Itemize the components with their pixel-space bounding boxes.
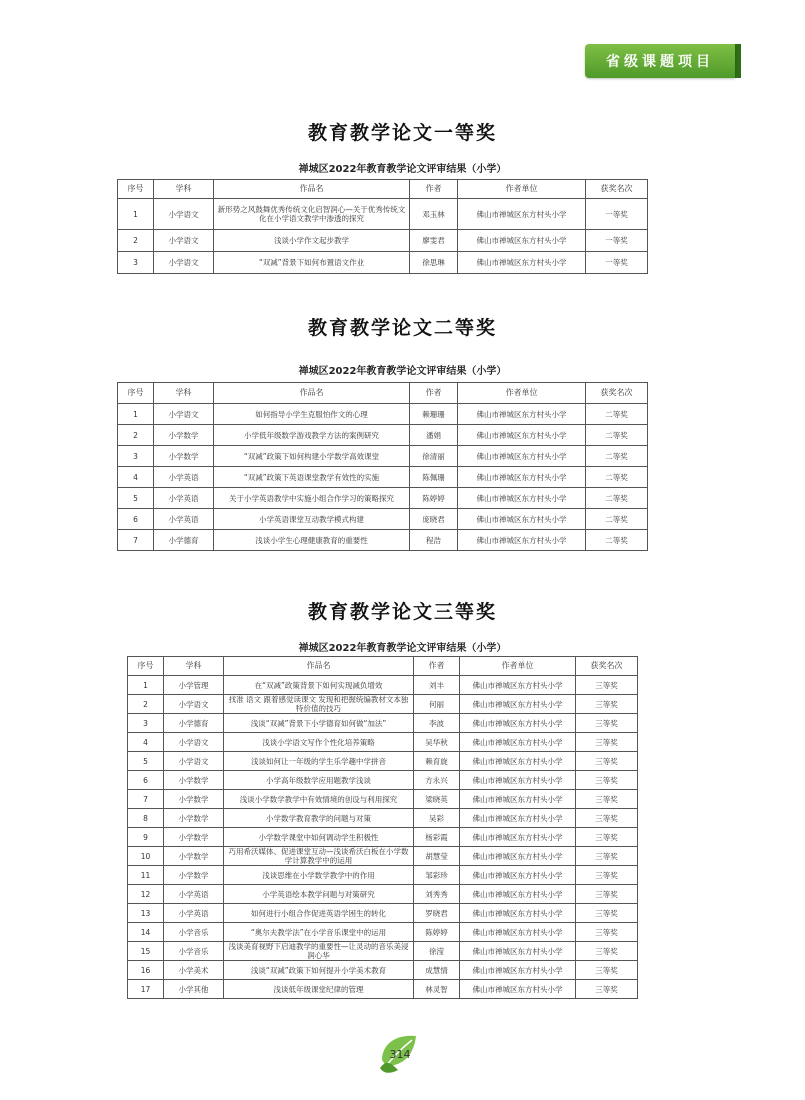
- table-cell: 邓玉林: [410, 199, 458, 230]
- table-cell: 吴华秋: [414, 733, 460, 752]
- table-cell: 浅谈小学语文写作个性化培养策略: [224, 733, 414, 752]
- table-cell: 1: [118, 404, 154, 425]
- table-cell: 小学数学: [154, 446, 214, 467]
- table-row: [118, 230, 648, 252]
- table-cell: 浅谈低年级课堂纪律的管理: [224, 980, 414, 999]
- table-cell: “双减”背景下如何布置语文作业: [214, 252, 410, 274]
- table-row: [128, 866, 638, 885]
- table-cell: 8: [128, 809, 164, 828]
- table-cell: 徐思琳: [410, 252, 458, 274]
- table-row: [128, 980, 638, 999]
- table-cell: 佛山市禅城区东方村头小学: [460, 961, 576, 980]
- table-cell: 17: [128, 980, 164, 999]
- table-cell: 15: [128, 942, 164, 961]
- table-cell: 小学英语: [164, 904, 224, 923]
- table-caption: 禅城区2022年教育教学论文评审结果（小学）: [298, 164, 507, 175]
- table-cell: 二等奖: [586, 425, 648, 446]
- table-cell: 小学数学: [164, 771, 224, 790]
- table-cell: 小学音乐: [164, 923, 224, 942]
- table-row: [128, 695, 638, 714]
- table-cell: 小学数学教育教学的问题与对策: [224, 809, 414, 828]
- table-cell: 刘秀秀: [414, 885, 460, 904]
- table-cell: 小学管理: [164, 676, 224, 695]
- table-header-row: [128, 657, 638, 676]
- table-row: [128, 809, 638, 828]
- table-cell: 小学数学: [164, 809, 224, 828]
- table-row: [128, 923, 638, 942]
- table-cell: 潘娟: [410, 425, 458, 446]
- table-cell: 2: [128, 695, 164, 714]
- table-row: [128, 714, 638, 733]
- project-category-badge: [585, 44, 735, 78]
- table-cell: 罗晓君: [414, 904, 460, 923]
- section-second-prize: [0, 313, 805, 340]
- section-title: 教育教学论文三等奖: [307, 601, 497, 623]
- section-title: 教育教学论文二等奖: [307, 317, 497, 339]
- table-cell: 三等奖: [576, 752, 638, 771]
- table-row: [118, 404, 648, 425]
- table-cell: 浅谈小学作文起步教学: [214, 230, 410, 252]
- table-cell: 小学英语: [154, 467, 214, 488]
- table-cell: 7: [128, 790, 164, 809]
- table-row: [118, 467, 648, 488]
- table-cell: 6: [118, 509, 154, 530]
- table-cell: 二等奖: [586, 488, 648, 509]
- table-cell: 12: [128, 885, 164, 904]
- table-cell: 三等奖: [576, 904, 638, 923]
- table-cell: 佛山市禅城区东方村头小学: [460, 790, 576, 809]
- table-cell: 李波: [414, 714, 460, 733]
- column-header: 序号: [128, 657, 164, 676]
- section-third-prize-subtitle: [0, 639, 805, 654]
- page-number: 314: [389, 1048, 411, 1061]
- table-cell: 赖珊珊: [410, 404, 458, 425]
- table-cell: 小学其他: [164, 980, 224, 999]
- first-prize-table: [117, 179, 648, 274]
- table-caption: 禅城区2022年教育教学论文评审结果（小学）: [298, 366, 507, 377]
- table-row: [128, 885, 638, 904]
- table-cell: 小学数学: [164, 866, 224, 885]
- table-cell: 三等奖: [576, 676, 638, 695]
- table-cell: 浅谈“双减”背景下小学德育如何做“加法”: [224, 714, 414, 733]
- table-cell: 小学数学: [154, 425, 214, 446]
- table-cell: 陈佩珊: [410, 467, 458, 488]
- table-cell: 佛山市禅城区东方村头小学: [460, 847, 576, 866]
- table-cell: 三等奖: [576, 809, 638, 828]
- table-cell: 胡慧莹: [414, 847, 460, 866]
- column-header: 获奖名次: [586, 383, 648, 404]
- table-cell: 小学德育: [154, 530, 214, 551]
- table-cell: 程浩: [410, 530, 458, 551]
- table-cell: 一等奖: [586, 252, 648, 274]
- section-second-prize-subtitle: [0, 362, 805, 377]
- table-row: [128, 752, 638, 771]
- table-cell: “奥尔夫教学法”在小学音乐课堂中的运用: [224, 923, 414, 942]
- table-cell: 徐滢: [414, 942, 460, 961]
- table-cell: 6: [128, 771, 164, 790]
- table-cell: 在“双减”政策背景下如何实现减负增效: [224, 676, 414, 695]
- table-cell: 二等奖: [586, 530, 648, 551]
- table-cell: 成慧情: [414, 961, 460, 980]
- table-cell: 14: [128, 923, 164, 942]
- table-cell: 佛山市禅城区东方村头小学: [458, 404, 586, 425]
- badge-edge-bar: [735, 44, 741, 78]
- table-cell: “双减”政策下英语课堂教学有效性的实施: [214, 467, 410, 488]
- table-cell: 庞晓君: [410, 509, 458, 530]
- column-header: 作者: [410, 383, 458, 404]
- table-cell: 邹彩珍: [414, 866, 460, 885]
- table-cell: 三等奖: [576, 714, 638, 733]
- table-cell: 何丽: [414, 695, 460, 714]
- column-header: 作者单位: [460, 657, 576, 676]
- table-cell: 二等奖: [586, 509, 648, 530]
- table-row: [128, 676, 638, 695]
- table-cell: 林灵智: [414, 980, 460, 999]
- table-cell: 2: [118, 425, 154, 446]
- section-third-prize: [0, 597, 805, 624]
- table-cell: 佛山市禅城区东方村头小学: [460, 828, 576, 847]
- table-cell: 一等奖: [586, 199, 648, 230]
- section-first-prize: [0, 118, 805, 145]
- table-row: [128, 847, 638, 866]
- column-header: 作品名: [214, 383, 410, 404]
- table-cell: 三等奖: [576, 771, 638, 790]
- section-first-prize-subtitle: [0, 160, 805, 175]
- table-cell: 小学低年级数学游戏教学方法的案例研究: [214, 425, 410, 446]
- table-cell: 三等奖: [576, 695, 638, 714]
- table-cell: 5: [128, 752, 164, 771]
- table-cell: 小学高年级数学应用题教学浅谈: [224, 771, 414, 790]
- table-cell: 浅谈小学生心理健康教育的重要性: [214, 530, 410, 551]
- table-cell: 吴彩: [414, 809, 460, 828]
- table-cell: 16: [128, 961, 164, 980]
- table-cell: 佛山市禅城区东方村头小学: [460, 771, 576, 790]
- table-row: [128, 790, 638, 809]
- table-cell: 如何指导小学生克服怕作文的心理: [214, 404, 410, 425]
- table-cell: 佛山市禅城区东方村头小学: [458, 425, 586, 446]
- column-header: 序号: [118, 383, 154, 404]
- table-cell: 佛山市禅城区东方村头小学: [460, 733, 576, 752]
- table-cell: 佛山市禅城区东方村头小学: [460, 942, 576, 961]
- table-cell: 小学英语课堂互动教学模式构建: [214, 509, 410, 530]
- table-cell: 浅谈“双减”政策下如何提升小学美术教育: [224, 961, 414, 980]
- table-cell: “双减”政策下如何构建小学数学高效课堂: [214, 446, 410, 467]
- column-header: 获奖名次: [586, 180, 648, 199]
- table-cell: 梁晓英: [414, 790, 460, 809]
- table-cell: 找准 语文 跟着感觉读课文 发现和把握统编教材文本独特价值的技巧: [224, 695, 414, 714]
- table-cell: 如何进行小组合作促进英语学困生的转化: [224, 904, 414, 923]
- table-row: [128, 771, 638, 790]
- table-row: [118, 488, 648, 509]
- table-cell: 三等奖: [576, 828, 638, 847]
- table-cell: 小学英语绘本教学问题与对策研究: [224, 885, 414, 904]
- table-cell: 浅谈如何让一年级的学生乐学趣中学拼音: [224, 752, 414, 771]
- table-cell: 1: [128, 676, 164, 695]
- table-cell: 13: [128, 904, 164, 923]
- table-cell: 7: [118, 530, 154, 551]
- table-cell: 11: [128, 866, 164, 885]
- table-cell: 佛山市禅城区东方村头小学: [460, 980, 576, 999]
- table-cell: 9: [128, 828, 164, 847]
- table-cell: 小学语文: [154, 252, 214, 274]
- table-cell: 小学英语: [154, 509, 214, 530]
- table-cell: 佛山市禅城区东方村头小学: [460, 866, 576, 885]
- table-row: [118, 509, 648, 530]
- section-title: 教育教学论文一等奖: [307, 122, 497, 144]
- table-cell: 佛山市禅城区东方村头小学: [460, 695, 576, 714]
- table-row: [128, 904, 638, 923]
- table-cell: 小学德育: [164, 714, 224, 733]
- table-cell: 二等奖: [586, 467, 648, 488]
- column-header: 学科: [164, 657, 224, 676]
- table-cell: 三等奖: [576, 733, 638, 752]
- table-cell: 一等奖: [586, 230, 648, 252]
- table-cell: 小学语文: [154, 230, 214, 252]
- badge-label: 省级课题项目: [606, 54, 714, 70]
- table-cell: 佛山市禅城区东方村头小学: [458, 446, 586, 467]
- column-header: 作者单位: [458, 383, 586, 404]
- table-cell: 1: [118, 199, 154, 230]
- table-cell: 佛山市禅城区东方村头小学: [460, 923, 576, 942]
- table-cell: 关于小学英语教学中实施小组合作学习的策略探究: [214, 488, 410, 509]
- table-cell: 二等奖: [586, 446, 648, 467]
- table-cell: 三等奖: [576, 866, 638, 885]
- table-row: [118, 446, 648, 467]
- table-cell: 巧用希沃媒体、促进课堂互动—浅谈希沃白板在小学数学计算教学中的运用: [224, 847, 414, 866]
- table-cell: 佛山市禅城区东方村头小学: [458, 199, 586, 230]
- second-prize-table: [117, 382, 648, 551]
- table-cell: 佛山市禅城区东方村头小学: [458, 509, 586, 530]
- column-header: 作者: [414, 657, 460, 676]
- table-cell: 三等奖: [576, 980, 638, 999]
- table-cell: 新形势之风鼓舞优秀传统文化启智润心—关于优秀传统文化在小学语文教学中渗透的探究: [214, 199, 410, 230]
- table-cell: 三等奖: [576, 961, 638, 980]
- table-cell: 佛山市禅城区东方村头小学: [458, 467, 586, 488]
- table-cell: 10: [128, 847, 164, 866]
- table-cell: 小学音乐: [164, 942, 224, 961]
- table-cell: 二等奖: [586, 404, 648, 425]
- table-cell: 2: [118, 230, 154, 252]
- table-row: [118, 252, 648, 274]
- table-header-row: [118, 383, 648, 404]
- table-cell: 3: [118, 446, 154, 467]
- column-header: 序号: [118, 180, 154, 199]
- table-cell: 佛山市禅城区东方村头小学: [460, 904, 576, 923]
- table-cell: 杨彩霞: [414, 828, 460, 847]
- table-cell: 廖雯君: [410, 230, 458, 252]
- table-cell: 5: [118, 488, 154, 509]
- column-header: 作品名: [214, 180, 410, 199]
- table-cell: 小学美术: [164, 961, 224, 980]
- column-header: 作者单位: [458, 180, 586, 199]
- table-row: [128, 828, 638, 847]
- table-row: [118, 425, 648, 446]
- table-cell: 浅谈美育视野下启迪教学的重要性—让灵动的音乐美浸润心华: [224, 942, 414, 961]
- table-cell: 三等奖: [576, 942, 638, 961]
- table-cell: 佛山市禅城区东方村头小学: [458, 252, 586, 274]
- table-cell: 陈婷婷: [410, 488, 458, 509]
- table-cell: 3: [128, 714, 164, 733]
- table-row: [128, 733, 638, 752]
- column-header: 作者: [410, 180, 458, 199]
- table-cell: 小学数学课堂中如何调动学生积极性: [224, 828, 414, 847]
- table-cell: 浅谈思维在小学数学教学中的作用: [224, 866, 414, 885]
- table-cell: 徐清丽: [410, 446, 458, 467]
- table-row: [128, 942, 638, 961]
- table-cell: 小学语文: [154, 404, 214, 425]
- column-header: 获奖名次: [576, 657, 638, 676]
- table-cell: 陈婷婷: [414, 923, 460, 942]
- table-cell: 赖育旋: [414, 752, 460, 771]
- table-cell: 三等奖: [576, 885, 638, 904]
- table-cell: 佛山市禅城区东方村头小学: [458, 530, 586, 551]
- table-cell: 佛山市禅城区东方村头小学: [460, 809, 576, 828]
- table-row: [128, 961, 638, 980]
- table-cell: 佛山市禅城区东方村头小学: [458, 488, 586, 509]
- table-cell: 小学数学: [164, 790, 224, 809]
- table-cell: 小学语文: [164, 695, 224, 714]
- table-cell: 小学英语: [164, 885, 224, 904]
- table-cell: 小学语文: [164, 752, 224, 771]
- table-cell: 小学语文: [164, 733, 224, 752]
- table-row: [118, 530, 648, 551]
- table-cell: 佛山市禅城区东方村头小学: [460, 714, 576, 733]
- table-cell: 小学语文: [154, 199, 214, 230]
- table-cell: 小学数学: [164, 847, 224, 866]
- table-cell: 刘丰: [414, 676, 460, 695]
- table-cell: 佛山市禅城区东方村头小学: [460, 885, 576, 904]
- column-header: 学科: [154, 383, 214, 404]
- table-cell: 佛山市禅城区东方村头小学: [460, 752, 576, 771]
- table-row: [118, 199, 648, 230]
- table-cell: 三等奖: [576, 847, 638, 866]
- third-prize-table: [127, 656, 638, 999]
- table-cell: 小学数学: [164, 828, 224, 847]
- column-header: 学科: [154, 180, 214, 199]
- table-cell: 4: [118, 467, 154, 488]
- table-cell: 三等奖: [576, 790, 638, 809]
- table-header-row: [118, 180, 648, 199]
- table-cell: 佛山市禅城区东方村头小学: [458, 230, 586, 252]
- table-cell: 佛山市禅城区东方村头小学: [460, 676, 576, 695]
- table-cell: 3: [118, 252, 154, 274]
- table-cell: 4: [128, 733, 164, 752]
- column-header: 作品名: [224, 657, 414, 676]
- table-caption: 禅城区2022年教育教学论文评审结果（小学）: [298, 643, 507, 654]
- table-cell: 三等奖: [576, 923, 638, 942]
- table-cell: 小学英语: [154, 488, 214, 509]
- table-cell: 浅谈小学数学教学中有效情境的创设与利用探究: [224, 790, 414, 809]
- table-cell: 方永兴: [414, 771, 460, 790]
